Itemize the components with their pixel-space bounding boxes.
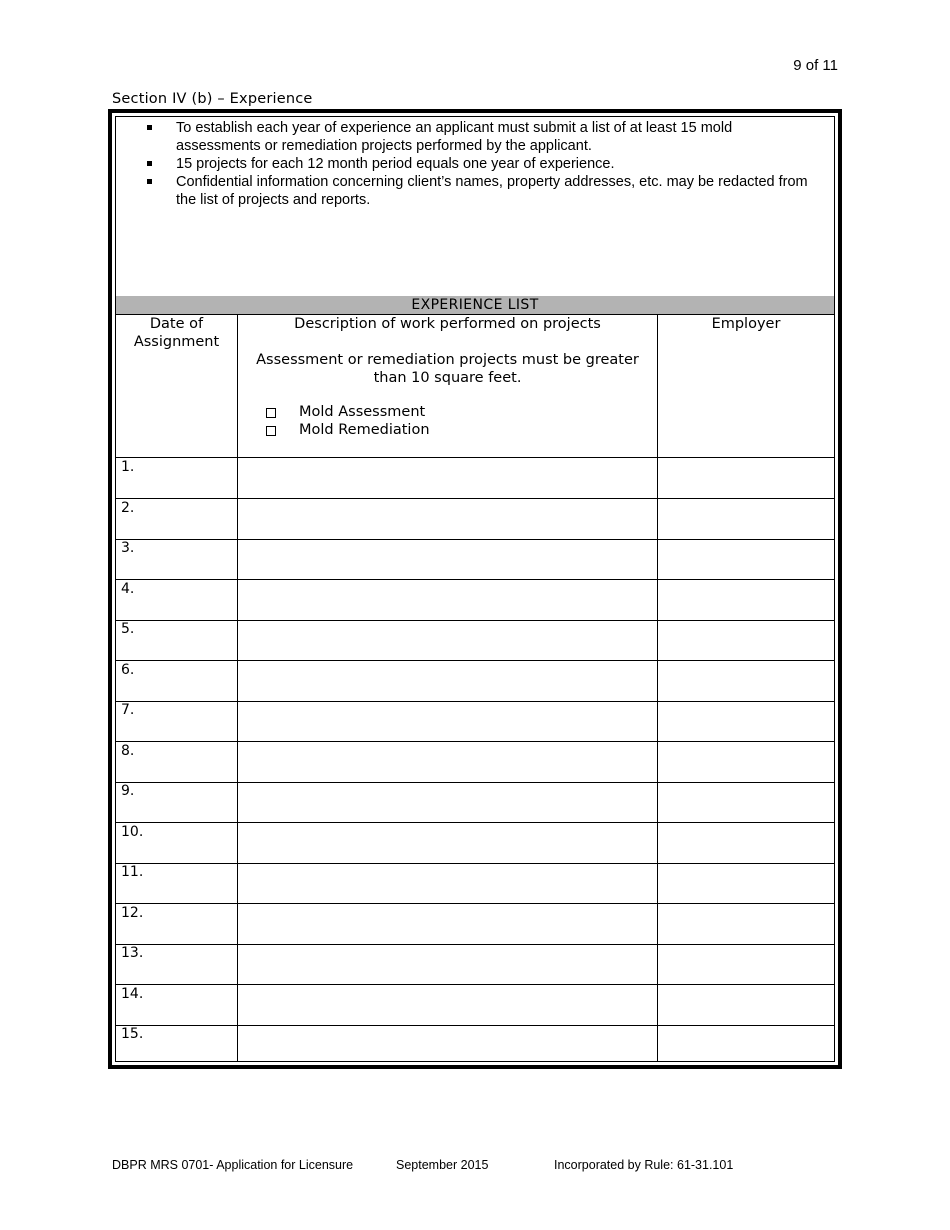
- table-row[interactable]: [116, 580, 834, 621]
- row-number: 8.: [121, 742, 135, 759]
- experience-table: [116, 315, 834, 1061]
- table-row[interactable]: [116, 539, 834, 580]
- checkbox-icon[interactable]: [266, 408, 276, 418]
- instruction-item: [144, 173, 820, 209]
- table-row[interactable]: [116, 661, 834, 702]
- instructions-list: [144, 119, 820, 209]
- table-row[interactable]: [116, 944, 834, 985]
- instructions-box: [116, 117, 834, 297]
- table-row[interactable]: [116, 620, 834, 661]
- instruction-text: To establish each year of experience an applicant must submit a list of at least 15 mold assessments or remediation projects performed by the applicant.: [176, 120, 733, 154]
- table-row[interactable]: [116, 1025, 834, 1065]
- table-row[interactable]: [116, 782, 834, 823]
- row-number: 3.: [121, 540, 135, 556]
- mold-assessment-option[interactable]: [266, 403, 430, 421]
- bullet-icon: [147, 125, 152, 130]
- row-number: 7.: [121, 702, 135, 718]
- mold-remediation-option[interactable]: [266, 421, 430, 439]
- project-type-options: [266, 403, 430, 439]
- page-number: 9 of 11: [793, 57, 838, 74]
- row-number: 15.: [121, 1026, 144, 1042]
- table-row[interactable]: [116, 823, 834, 864]
- date-column-header: Date of Assignment: [133, 316, 220, 350]
- row-number: 1.: [121, 459, 135, 475]
- description-column-header: [238, 315, 657, 438]
- bullet-icon: [147, 161, 152, 166]
- row-number: 12.: [121, 904, 144, 921]
- row-number: 13.: [121, 945, 144, 961]
- footer-rule: Incorporated by Rule: 61-31.101: [554, 1158, 734, 1172]
- footer-form-id: DBPR MRS 0701- Application for Licensure: [112, 1158, 354, 1172]
- table-row[interactable]: [116, 742, 834, 783]
- instruction-text: Confidential information concerning client’s names, property addresses, etc. may be redacted from the list of projects and reports.: [176, 174, 808, 208]
- option-label: Mold Remediation: [299, 422, 430, 438]
- footer-date: September 2015: [396, 1158, 489, 1172]
- table-header-row: [116, 315, 834, 458]
- row-number: 6.: [121, 661, 135, 678]
- description-header-text: Description of work performed on projects: [294, 316, 601, 332]
- form-inner-border: [115, 116, 835, 1062]
- option-label: Mold Assessment: [299, 404, 426, 420]
- description-header-note: Assessment or remediation projects must be greater than 10 square feet.: [256, 352, 639, 386]
- instruction-item: [144, 155, 820, 173]
- section-title: Section IV (b) – Experience: [112, 91, 313, 107]
- table-row[interactable]: [116, 499, 834, 540]
- checkbox-icon[interactable]: [266, 426, 276, 436]
- row-number: 2.: [121, 499, 135, 516]
- experience-list-header: EXPERIENCE LIST: [116, 296, 834, 315]
- row-number: 11.: [121, 864, 144, 880]
- instruction-item: [144, 119, 820, 155]
- row-number: 10.: [121, 823, 144, 840]
- employer-column-header: Employer: [711, 316, 781, 332]
- row-number: 14.: [121, 985, 144, 1002]
- table-row[interactable]: [116, 863, 834, 904]
- instruction-text: 15 projects for each 12 month period equals one year of experience.: [176, 156, 615, 172]
- table-row[interactable]: [116, 904, 834, 945]
- experience-form: [108, 109, 842, 1069]
- table-row[interactable]: [116, 458, 834, 499]
- row-number: 5.: [121, 621, 135, 637]
- table-row[interactable]: [116, 985, 834, 1026]
- row-number: 4.: [121, 580, 135, 597]
- table-row[interactable]: [116, 701, 834, 742]
- bullet-icon: [147, 179, 152, 184]
- row-number: 9.: [121, 783, 135, 799]
